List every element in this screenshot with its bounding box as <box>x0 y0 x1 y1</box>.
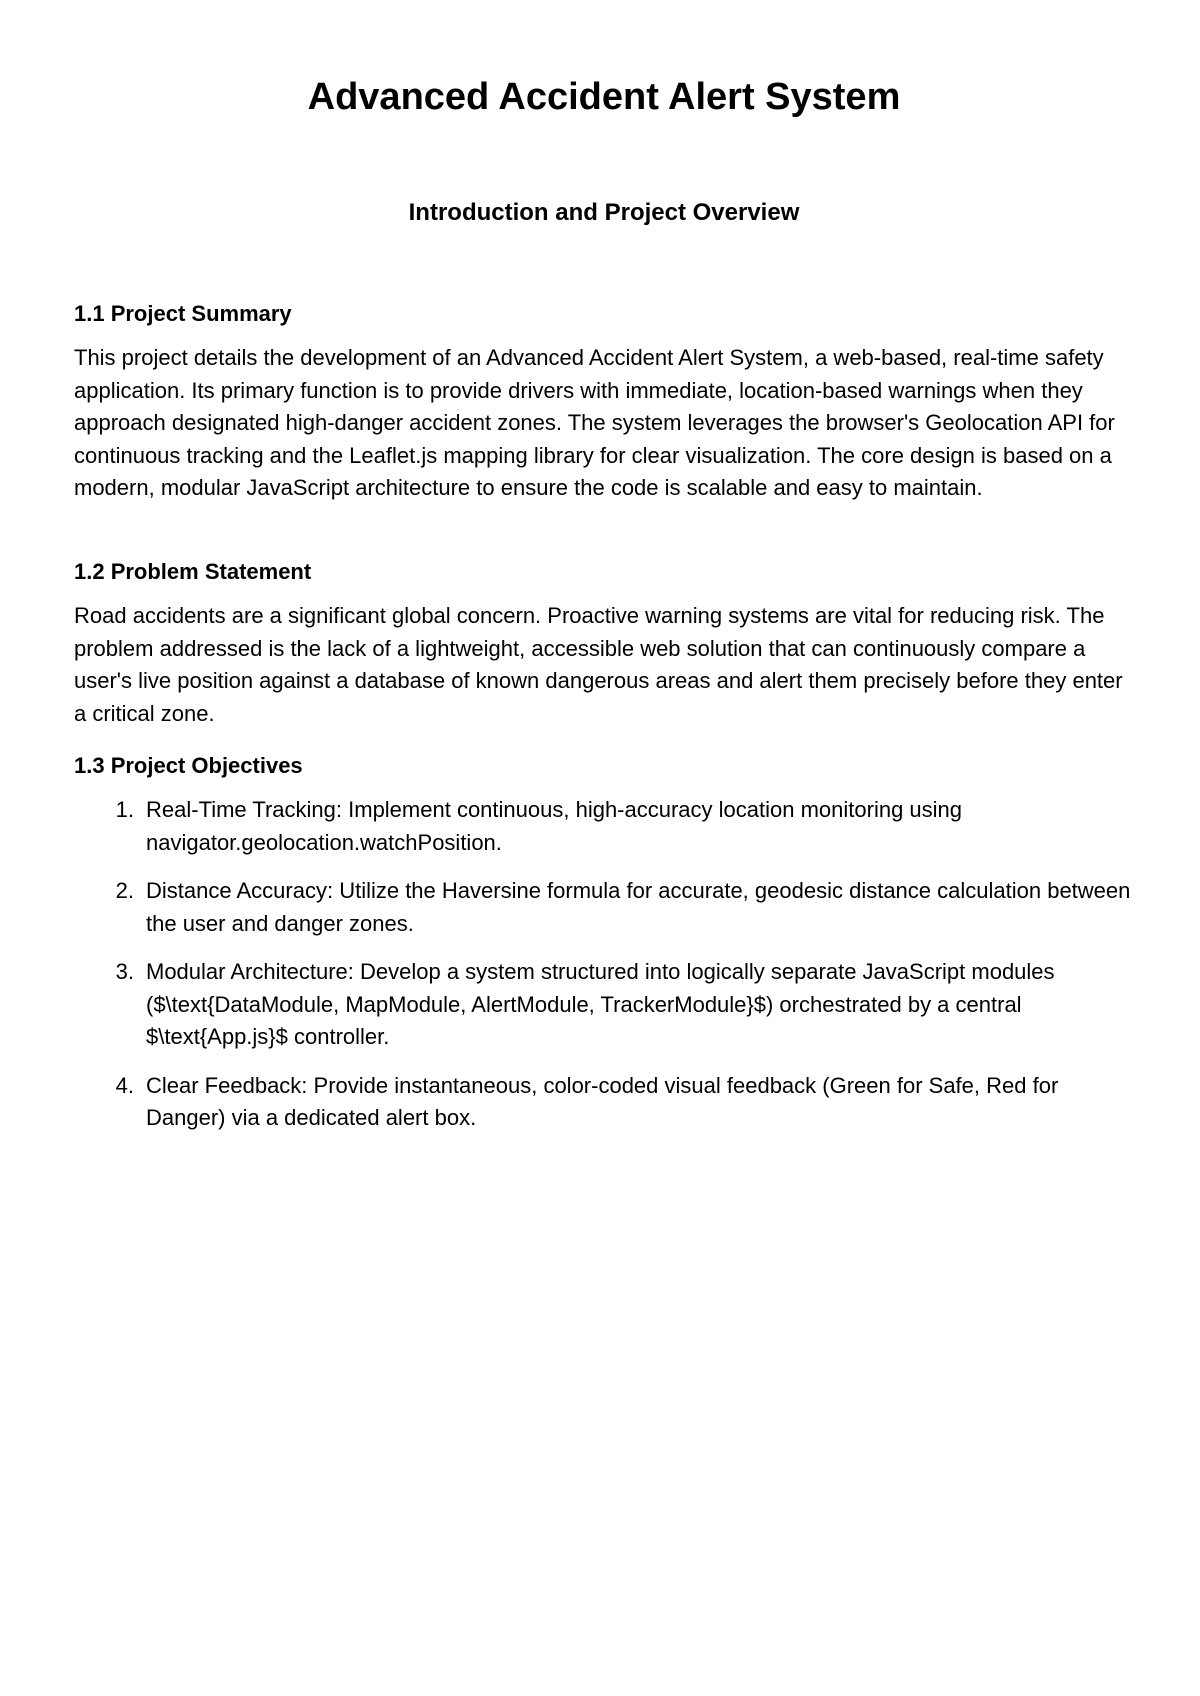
list-item-number: 1. <box>115 797 134 822</box>
section-problem-statement <box>74 556 1134 730</box>
section-body: Road accidents are a significant global concern. Proactive warning systems are vital for reducing risk. The problem addressed is the lack of a lightweight, accessible web solution that can continuously compare a user's live position against a database of known dangerous areas and alert them precisely before they enter a critical zone. <box>74 603 1123 726</box>
list-item <box>74 1070 1134 1135</box>
section-heading: 1.3 Project Objectives <box>74 753 303 778</box>
document-title: Advanced Accident Alert System <box>307 76 901 118</box>
objectives-list <box>74 794 1134 1135</box>
document-subtitle: Introduction and Project Overview <box>408 199 800 226</box>
list-item <box>74 875 1134 940</box>
list-item-text: Real-Time Tracking: Implement continuous, high-accuracy location monitoring using navigator.geolocation.watchPosition. <box>146 797 963 855</box>
list-item-number: 3. <box>115 959 134 984</box>
list-item-number: 2. <box>115 878 134 903</box>
section-project-objectives <box>74 750 1134 1151</box>
list-item <box>74 956 1134 1054</box>
list-item-number: 4. <box>115 1072 134 1098</box>
section-heading: 1.2 Problem Statement <box>74 559 312 584</box>
list-item-text: Modular Architecture: Develop a system structured into logically separate JavaScript modules ($\text{DataModule, MapModule, AlertModule, TrackerModule}$) orchestrated by a central $\text{App.js}$ controller. <box>146 959 1055 1049</box>
list-item-text: Clear Feedback: Provide instantaneous, color-coded visual feedback (Green for Safe, Red for Danger) via a dedicated alert box. <box>146 1072 1059 1130</box>
section-heading: 1.1 Project Summary <box>74 301 292 326</box>
list-item <box>74 794 1134 859</box>
section-project-summary <box>74 298 1134 505</box>
section-body: This project details the development of an Advanced Accident Alert System, a web-based, real-time safety application. Its primary function is to provide drivers with immediate, location-based warnings when they approach designated high-danger accident zones. The system leverages the browser's Geolocation API for continuous tracking and the Leaflet.js mapping library for clear visualization. The core design is based on a modern, modular JavaScript architecture to ensure the code is scalable and easy to maintain. <box>74 345 1115 500</box>
list-item-text: Distance Accuracy: Utilize the Haversine formula for accurate, geodesic distance calculation between the user and danger zones. <box>146 878 1131 936</box>
